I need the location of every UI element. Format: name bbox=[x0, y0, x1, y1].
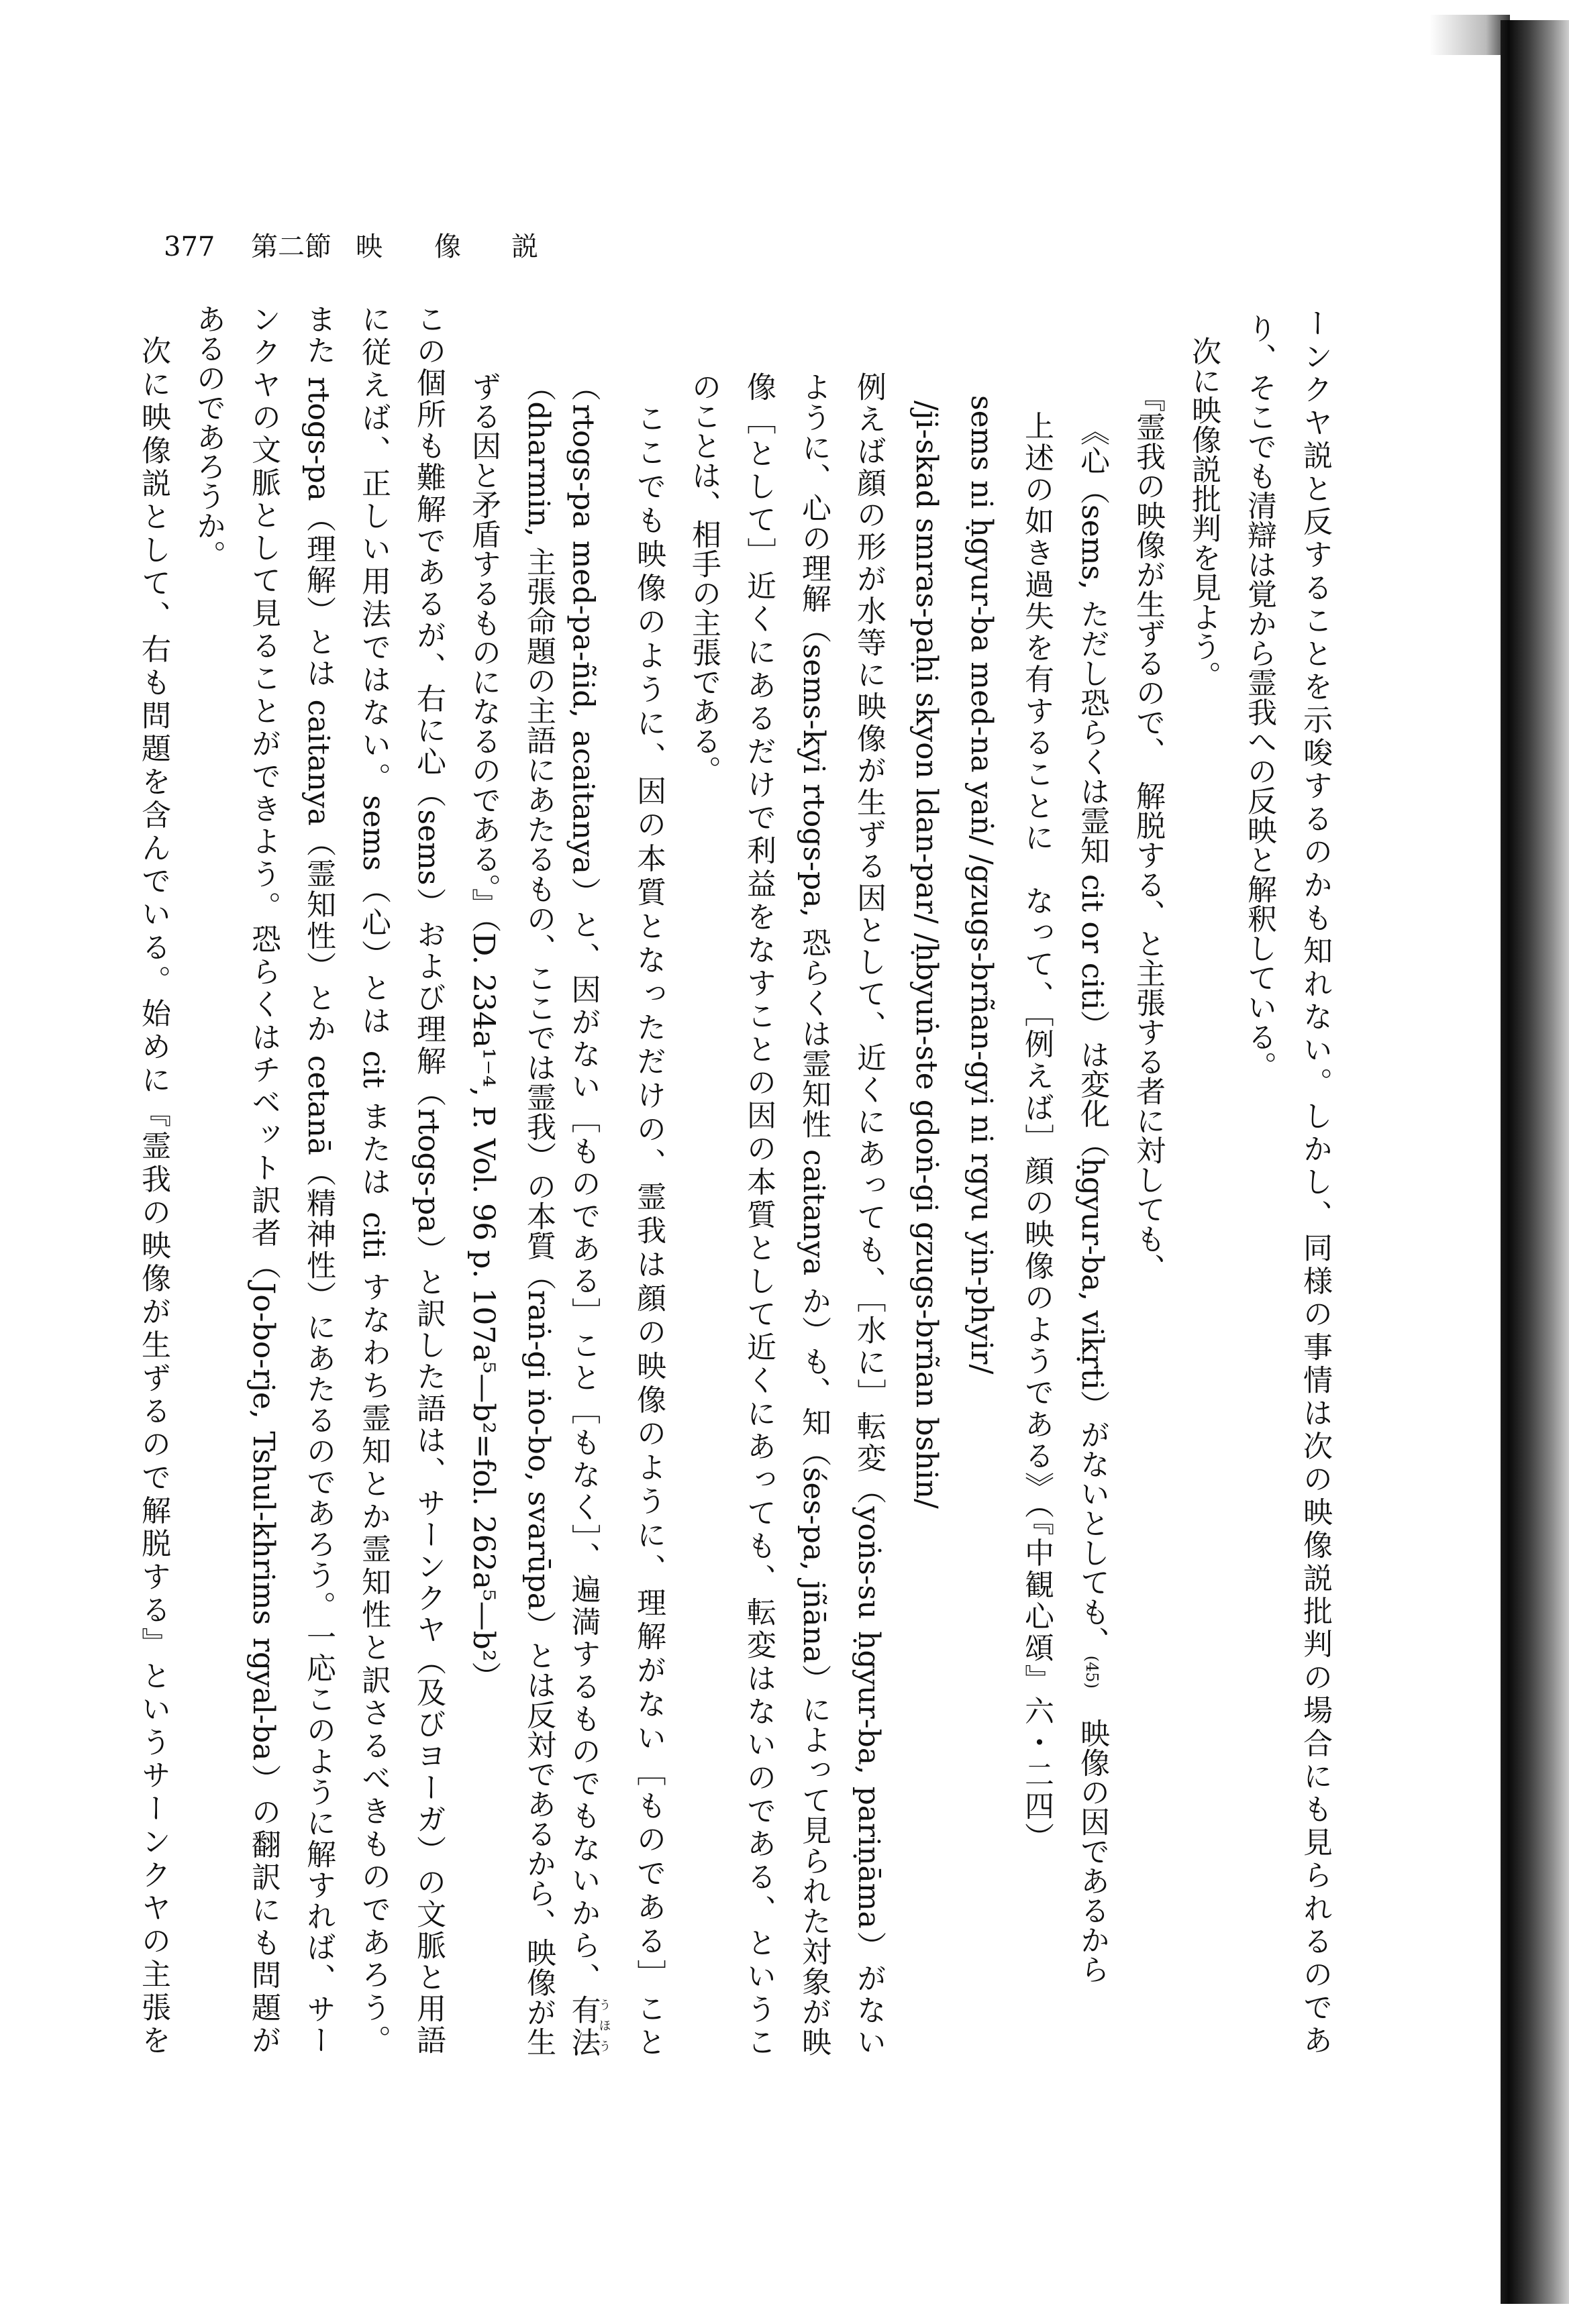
text-column bbox=[1075, 416, 1109, 1984]
text-run: ずる因と矛盾するものになるのである。』（D. 234a¹⁻⁴, P. Vol. 96 p. 107a⁵—b²=fol. 262a⁵—b²） bbox=[466, 372, 501, 1691]
text-column bbox=[301, 304, 335, 2054]
text-run: に従えば、正しい用法ではない。sems（心）とは cit または citi すなわち霊知とか霊知性と訳さるべきものであろう。 bbox=[356, 304, 391, 2054]
text-run: ここでも映像のように、因の本質となっただけの、霊我は顔の映像のように、理解がない［ものである］こと bbox=[631, 403, 666, 2056]
text-run: あるのであろうか。 bbox=[191, 304, 225, 570]
text-column bbox=[631, 403, 665, 2056]
scan-binding-edge bbox=[1501, 20, 1569, 2304]
text-run: 映像の因であるから bbox=[1075, 1688, 1109, 1984]
text-column bbox=[136, 335, 170, 2054]
text-run: /ji-skad smras-paḥi skyon ldan-par/ /ḥbyuṅ-ste gdoṅ-gi gzugs-brñan bshin/ bbox=[909, 401, 944, 1509]
text-run: のことは、相手の主張である。 bbox=[687, 372, 721, 785]
text-run: また rtogs-pa（理解）とは caitanya（霊知性）とか cetanā（精神性）にあたるのであろう。一応このように解すれば、サー bbox=[301, 304, 336, 2054]
text-column bbox=[1298, 308, 1331, 2054]
text-column bbox=[909, 401, 943, 1509]
text-run: 像［として］近くにあるだけで利益をなすことの因の本質として近くにあっても、転変はないのである、というこ bbox=[742, 372, 776, 2056]
ruby-term bbox=[566, 1994, 611, 2056]
text-column bbox=[356, 304, 390, 2054]
footnote-marker: (45) bbox=[1082, 1655, 1101, 1689]
text-run: この個所も難解であるが、右に心（sems）および理解（rtogs-pa）と訳した語は、サーンクヤ（及びヨーガ）の文脈と用語 bbox=[411, 304, 446, 2054]
text-run: sems ni ḥgyur-ba med-na yaṅ/ /gzugs-brñan-gyi ni rgyu yin-phyir/ bbox=[964, 395, 999, 1375]
scan-shadow-top bbox=[1429, 15, 1510, 55]
text-column bbox=[797, 372, 830, 2056]
section-title-char: 説 bbox=[511, 231, 538, 262]
text-column bbox=[191, 304, 225, 570]
text-run: ように、心の理解（sems-kyi rtogs-pa, 恐らくは霊知性 caitanya か）も、知（śes-pa, jñāna）によって見られた対象が映 bbox=[797, 372, 831, 2056]
text-column bbox=[1131, 382, 1164, 1283]
text-run: ーンクヤ説と反することを示唆するのかも知れない。しかし、同様の事情は次の映像説批判の場合にも見られるのであ bbox=[1298, 308, 1332, 2054]
text-run: （dharmin, 主張命題の主語にあたるもの、ここでは霊我）の本質（raṅ-gi ṅo-bo, svarūpa）とは反対であるから、映像が生 bbox=[521, 372, 556, 2056]
text-column bbox=[742, 372, 775, 2056]
text-column bbox=[466, 372, 500, 1691]
text-column bbox=[1186, 336, 1220, 690]
text-run: 上述の如き過失を有することに なって、［例えば］顔の映像のようである》（『中観心頌』六・二四） bbox=[1019, 411, 1054, 1852]
section-label: 第二節 bbox=[251, 231, 332, 262]
text-column bbox=[411, 304, 445, 2054]
text-run: （rtogs-pa med-pa-ñid, acaitanya）と、因がない［ものである］こと［もなく］、遍満するものでもないから、 bbox=[566, 372, 601, 1995]
text-run: ンクヤの文脈として見ることができよう。恐らくはチベット訳者（Jo-bo-rje, Tshul-khrims rgyal-ba）の翻訳にも問題が bbox=[246, 304, 281, 2054]
text-column bbox=[246, 304, 280, 2054]
ruby-base: 有法 bbox=[566, 1994, 601, 2056]
page-number: 377 bbox=[164, 231, 215, 262]
text-column bbox=[687, 372, 720, 785]
text-run: り、そこでも清辯は覚から霊我への反映と解釈している。 bbox=[1242, 313, 1276, 1081]
text-column bbox=[1019, 411, 1053, 1852]
text-column bbox=[566, 372, 611, 2056]
ruby-reading: うほう bbox=[597, 1994, 611, 2056]
text-run: 『霊我の映像が生ずるので、 解脱する、と主張する者に対しても、 bbox=[1131, 382, 1165, 1283]
text-column bbox=[964, 395, 998, 1374]
text-column bbox=[1242, 313, 1276, 1081]
text-run: 例えば顔の形が水等に映像が生ずる因として、近くにあっても、［水に］転変（yoṅs-su ḥgyur-ba, pariṇāma）がない bbox=[852, 372, 886, 2056]
section-title-char: 映 bbox=[356, 231, 383, 262]
text-column bbox=[852, 372, 885, 2056]
text-run: 次に映像説批判を見よう。 bbox=[1186, 336, 1221, 690]
text-run: 次に映像説として、右も問題を含んでいる。始めに『霊我の映像が生ずるので解脱する』というサーンクヤの主張を bbox=[136, 335, 170, 2055]
section-title-char: 像 bbox=[434, 231, 461, 262]
text-run: 《心（sems, ただし恐らくは霊知 cit or citi）は変化（ḥgyur-ba, vikṛti）がないとしても、 bbox=[1075, 416, 1109, 1656]
text-column bbox=[521, 372, 555, 2056]
